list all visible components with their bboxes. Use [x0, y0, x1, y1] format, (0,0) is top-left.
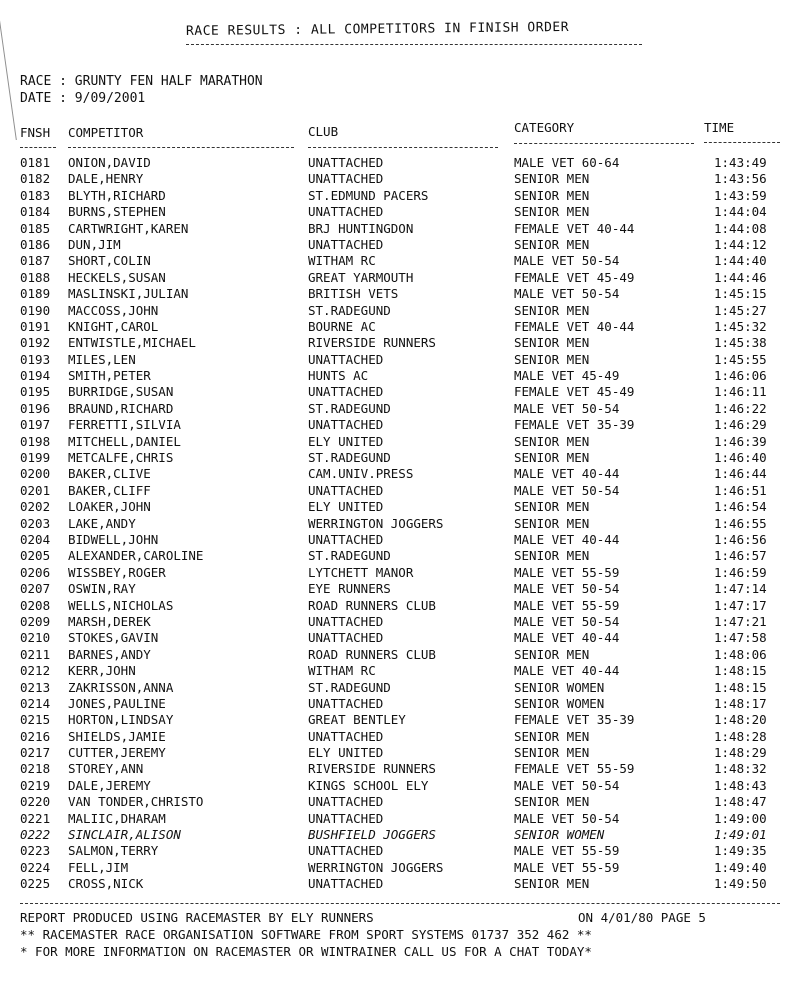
finish-position: 0212	[20, 663, 51, 679]
finish-position: 0209	[20, 613, 51, 629]
competitor-name: FERRETTI,SILVIA	[68, 417, 181, 433]
race-name: RACE : GRUNTY FEN HALF MARATHON	[20, 74, 263, 89]
finish-position: 0188	[20, 269, 51, 285]
finish-time: 1:48:15	[714, 679, 767, 695]
finish-time: 1:45:55	[714, 351, 767, 367]
competitor-name: BURNS,STEPHEN	[68, 204, 166, 220]
finish-time: 1:43:59	[714, 187, 767, 203]
club-name: UNATTACHED	[308, 155, 384, 170]
finish-position: 0191	[20, 318, 51, 334]
finish-position: 0196	[20, 400, 51, 416]
club-name: UNATTACHED	[308, 171, 384, 187]
table-row	[0, 794, 800, 810]
club-name: UNATTACHED	[308, 794, 384, 810]
club-name: UNATTACHED	[308, 482, 384, 498]
footer-report-line: REPORT PRODUCED USING RACEMASTER BY ELY RUNNERS	[20, 910, 374, 925]
table-row	[0, 516, 800, 532]
club-name: KINGS SCHOOL ELY	[308, 777, 429, 793]
finish-time: 1:44:04	[714, 204, 767, 220]
competitor-name: CARTWRIGHT,KAREN	[68, 220, 189, 236]
category: FEMALE VET 45-49	[514, 269, 635, 285]
category: MALE VET 40-44	[514, 531, 620, 547]
finish-time: 1:46:40	[714, 450, 767, 466]
finish-position: 0210	[20, 630, 51, 646]
table-row	[0, 384, 800, 400]
finish-position: 0198	[20, 433, 51, 449]
table-row	[0, 761, 800, 777]
competitor-name: HORTON,LINDSAY	[68, 712, 174, 728]
club-name: WITHAM RC	[308, 663, 376, 679]
finish-time: 1:45:15	[714, 286, 767, 302]
finish-position: 0183	[20, 187, 51, 203]
category: MALE VET 55-59	[514, 597, 620, 613]
competitor-name: SHORT,COLIN	[68, 253, 151, 269]
club-name: ST.RADEGUND	[308, 400, 391, 416]
finish-position: 0213	[20, 679, 51, 695]
finish-position: 0187	[20, 253, 51, 269]
finish-time: 1:49:00	[714, 810, 767, 826]
table-row	[0, 352, 800, 368]
category: SENIOR MEN	[514, 876, 590, 892]
table-row	[0, 368, 800, 384]
category: MALE VET 50-54	[514, 810, 620, 826]
col-header-club: CLUB	[308, 124, 339, 139]
header-rule-time	[704, 142, 780, 143]
category: FEMALE VET 35-39	[514, 417, 635, 433]
finish-position: 0206	[20, 564, 51, 580]
category: MALE VET 40-44	[514, 630, 620, 646]
results-table	[0, 155, 800, 893]
competitor-name: JONES,PAULINE	[68, 695, 166, 711]
finish-position: 0211	[20, 646, 51, 662]
club-name: UNATTACHED	[308, 351, 384, 367]
category: MALE VET 50-54	[514, 482, 620, 498]
competitor-name: SHIELDS,JAMIE	[68, 728, 166, 744]
category: SENIOR MEN	[514, 433, 590, 449]
table-row	[0, 581, 800, 597]
finish-position: 0214	[20, 695, 51, 711]
category: FEMALE VET 35-39	[514, 712, 635, 728]
finish-time: 1:46:29	[714, 417, 767, 433]
club-name: ST.RADEGUND	[308, 450, 391, 466]
club-name: RIVERSIDE RUNNERS	[308, 335, 436, 351]
category: SENIOR MEN	[514, 335, 590, 351]
finish-position: 0218	[20, 761, 51, 777]
category: SENIOR MEN	[514, 351, 590, 367]
competitor-name: FELL,JIM	[68, 859, 129, 875]
club-name: ELY UNITED	[308, 433, 384, 449]
category: SENIOR MEN	[514, 515, 590, 531]
finish-position: 0184	[20, 204, 51, 220]
competitor-name: ALEXANDER,CAROLINE	[68, 548, 204, 564]
competitor-name: METCALFE,CHRIS	[68, 450, 174, 466]
category: SENIOR MEN	[514, 450, 590, 466]
finish-time: 1:44:12	[714, 236, 767, 252]
table-row	[0, 466, 800, 482]
table-row	[0, 221, 800, 237]
finish-time: 1:49:35	[714, 843, 767, 859]
finish-time: 1:44:46	[714, 269, 767, 285]
competitor-name: HECKELS,SUSAN	[68, 269, 166, 285]
competitor-name: BURRIDGE,SUSAN	[68, 384, 174, 400]
finish-time: 1:47:17	[714, 597, 767, 613]
table-row	[0, 680, 800, 696]
table-row	[0, 843, 800, 859]
club-name: WITHAM RC	[308, 253, 376, 269]
competitor-name: SMITH,PETER	[68, 368, 151, 384]
category: SENIOR WOMEN	[514, 695, 605, 711]
club-name: CAM.UNIV.PRESS	[308, 466, 414, 482]
finish-position: 0189	[20, 286, 51, 302]
club-name: UNATTACHED	[308, 876, 384, 892]
col-header-fnsh: FNSH	[20, 125, 51, 140]
report-title: RACE RESULTS : ALL COMPETITORS IN FINISH ORDER	[185, 19, 570, 40]
club-name: GREAT BENTLEY	[308, 712, 406, 728]
club-name: BRJ HUNTINGDON	[308, 220, 414, 236]
competitor-name: SINCLAIR,ALISON	[68, 827, 181, 843]
finish-position: 0223	[20, 843, 51, 859]
competitor-name: MARSH,DEREK	[68, 613, 151, 629]
finish-position: 0186	[20, 236, 51, 252]
finish-time: 1:46:44	[714, 466, 767, 482]
table-row	[0, 155, 800, 171]
club-name: UNATTACHED	[308, 630, 384, 646]
table-row	[0, 483, 800, 499]
club-name: UNATTACHED	[308, 810, 384, 826]
category: SENIOR MEN	[514, 236, 590, 252]
club-name: BRITISH VETS	[308, 286, 399, 302]
finish-time: 1:48:20	[714, 712, 767, 728]
col-header-category: CATEGORY	[514, 120, 575, 135]
finish-position: 0208	[20, 597, 51, 613]
competitor-name: MITCHELL,DANIEL	[68, 433, 181, 449]
finish-time: 1:47:14	[714, 581, 767, 597]
category: SENIOR MEN	[514, 171, 590, 187]
club-name: ROAD RUNNERS CLUB	[308, 646, 436, 662]
finish-position: 0193	[20, 351, 51, 367]
category: MALE VET 50-54	[514, 777, 620, 793]
category: SENIOR MEN	[514, 794, 590, 810]
category: SENIOR WOMEN	[514, 827, 605, 843]
category: SENIOR WOMEN	[514, 679, 605, 695]
finish-position: 0224	[20, 859, 51, 875]
club-name: RIVERSIDE RUNNERS	[308, 761, 436, 777]
table-row	[0, 319, 800, 335]
competitor-name: DALE,HENRY	[68, 171, 144, 187]
category: SENIOR MEN	[514, 728, 590, 744]
competitor-name: OSWIN,RAY	[68, 581, 136, 597]
competitor-name: KERR,JOHN	[68, 663, 136, 679]
finish-time: 1:48:32	[714, 761, 767, 777]
club-name: ELY UNITED	[308, 745, 384, 761]
col-header-competitor: COMPETITOR	[68, 125, 144, 140]
table-row	[0, 860, 800, 876]
finish-position: 0201	[20, 482, 51, 498]
finish-time: 1:48:43	[714, 777, 767, 793]
club-name: UNATTACHED	[308, 531, 384, 547]
finish-position: 0207	[20, 581, 51, 597]
competitor-name: LOAKER,JOHN	[68, 499, 151, 515]
category: SENIOR MEN	[514, 302, 590, 318]
category: MALE VET 50-54	[514, 613, 620, 629]
table-row	[0, 712, 800, 728]
finish-position: 0185	[20, 220, 51, 236]
finish-time: 1:48:29	[714, 745, 767, 761]
table-row	[0, 548, 800, 564]
club-name: UNATTACHED	[308, 695, 384, 711]
club-name: UNATTACHED	[308, 236, 384, 252]
finish-time: 1:45:27	[714, 302, 767, 318]
club-name: ROAD RUNNERS CLUB	[308, 597, 436, 613]
category: MALE VET 60-64	[514, 155, 620, 170]
finish-position: 0222	[20, 827, 51, 843]
category: SENIOR MEN	[514, 646, 590, 662]
category: SENIOR MEN	[514, 204, 590, 220]
category: MALE VET 55-59	[514, 859, 620, 875]
club-name: BOURNE AC	[308, 318, 376, 334]
finish-time: 1:46:59	[714, 564, 767, 580]
footer-page-info: ON 4/01/80 PAGE 5	[578, 910, 706, 925]
finish-time: 1:48:28	[714, 728, 767, 744]
finish-position: 0190	[20, 302, 51, 318]
club-name: ST.RADEGUND	[308, 302, 391, 318]
header-rule-category	[514, 143, 694, 144]
table-row	[0, 647, 800, 663]
competitor-name: MILES,LEN	[68, 351, 136, 367]
table-row	[0, 270, 800, 286]
category: SENIOR MEN	[514, 187, 590, 203]
club-name: WERRINGTON JOGGERS	[308, 515, 444, 531]
table-row	[0, 745, 800, 761]
finish-time: 1:44:08	[714, 220, 767, 236]
table-row	[0, 778, 800, 794]
category: MALE VET 50-54	[514, 253, 620, 269]
table-row	[0, 253, 800, 269]
competitor-name: BARNES,ANDY	[68, 646, 151, 662]
category: FEMALE VET 55-59	[514, 761, 635, 777]
category: MALE VET 40-44	[514, 663, 620, 679]
finish-position: 0216	[20, 728, 51, 744]
competitor-name: ENTWISTLE,MICHAEL	[68, 335, 196, 351]
finish-position: 0217	[20, 745, 51, 761]
finish-time: 1:48:06	[714, 646, 767, 662]
finish-position: 0182	[20, 171, 51, 187]
club-name: ST.EDMUND PACERS	[308, 187, 429, 203]
club-name: UNATTACHED	[308, 843, 384, 859]
category: SENIOR MEN	[514, 499, 590, 515]
finish-time: 1:47:58	[714, 630, 767, 646]
club-name: GREAT YARMOUTH	[308, 269, 414, 285]
header-rule-competitor	[68, 147, 294, 148]
club-name: ELY UNITED	[308, 499, 384, 515]
competitor-name: STOREY,ANN	[68, 761, 144, 777]
category: MALE VET 55-59	[514, 564, 620, 580]
club-name: ST.RADEGUND	[308, 679, 391, 695]
club-name: WERRINGTON JOGGERS	[308, 859, 444, 875]
finish-time: 1:46:56	[714, 531, 767, 547]
finish-position: 0197	[20, 417, 51, 433]
table-row	[0, 811, 800, 827]
table-row	[0, 876, 800, 892]
category: SENIOR MEN	[514, 745, 590, 761]
competitor-name: MACCOSS,JOHN	[68, 302, 159, 318]
table-row	[0, 532, 800, 548]
finish-time: 1:45:32	[714, 318, 767, 334]
finish-time: 1:45:38	[714, 335, 767, 351]
competitor-name: ONION,DAVID	[68, 155, 151, 170]
table-row	[0, 663, 800, 679]
finish-time: 1:49:50	[714, 876, 767, 892]
header-rule-club	[308, 147, 498, 148]
club-name: UNATTACHED	[308, 204, 384, 220]
footer-info-line: * FOR MORE INFORMATION ON RACEMASTER OR WINTRAINER CALL US FOR A CHAT TODAY*	[20, 944, 592, 959]
category: SENIOR MEN	[514, 548, 590, 564]
finish-time: 1:46:22	[714, 400, 767, 416]
competitor-name: KNIGHT,CAROL	[68, 318, 159, 334]
finish-time: 1:46:54	[714, 499, 767, 515]
finish-time: 1:49:01	[714, 827, 767, 843]
table-row	[0, 827, 800, 843]
club-name: BUSHFIELD JOGGERS	[308, 827, 436, 843]
finish-position: 0219	[20, 777, 51, 793]
table-row	[0, 188, 800, 204]
club-name: UNATTACHED	[308, 613, 384, 629]
race-date: DATE : 9/09/2001	[20, 91, 146, 106]
club-name: UNATTACHED	[308, 384, 384, 400]
table-row	[0, 696, 800, 712]
finish-position: 0194	[20, 368, 51, 384]
table-row	[0, 401, 800, 417]
finish-time: 1:43:56	[714, 171, 767, 187]
finish-time: 1:46:55	[714, 515, 767, 531]
competitor-name: DUN,JIM	[68, 236, 121, 252]
competitor-name: SALMON,TERRY	[68, 843, 159, 859]
table-row	[0, 204, 800, 220]
competitor-name: MALIIC,DHARAM	[68, 810, 166, 826]
finish-time: 1:48:15	[714, 663, 767, 679]
competitor-name: BAKER,CLIVE	[68, 466, 151, 482]
footer-software-line: ** RACEMASTER RACE ORGANISATION SOFTWARE FROM SPORT SYSTEMS 01737 352 462 **	[20, 927, 592, 942]
finish-time: 1:48:17	[714, 695, 767, 711]
competitor-name: VAN TONDER,CHRISTO	[68, 794, 204, 810]
competitor-name: MASLINSKI,JULIAN	[68, 286, 189, 302]
club-name: LYTCHETT MANOR	[308, 564, 414, 580]
finish-time: 1:48:47	[714, 794, 767, 810]
table-row	[0, 303, 800, 319]
finish-time: 1:46:06	[714, 368, 767, 384]
table-row	[0, 499, 800, 515]
finish-position: 0203	[20, 515, 51, 531]
table-row	[0, 335, 800, 351]
table-row	[0, 286, 800, 302]
finish-time: 1:46:11	[714, 384, 767, 400]
competitor-name: LAKE,ANDY	[68, 515, 136, 531]
finish-time: 1:47:21	[714, 613, 767, 629]
competitor-name: CUTTER,JEREMY	[68, 745, 166, 761]
table-row	[0, 729, 800, 745]
finish-position: 0205	[20, 548, 51, 564]
category: MALE VET 55-59	[514, 843, 620, 859]
table-row	[0, 450, 800, 466]
finish-position: 0181	[20, 155, 51, 170]
title-underline	[186, 44, 642, 45]
table-row	[0, 171, 800, 187]
scan-edge-mark	[0, 0, 47, 140]
finish-time: 1:46:57	[714, 548, 767, 564]
competitor-name: ZAKRISSON,ANNA	[68, 679, 174, 695]
header-rule-fnsh	[20, 147, 56, 148]
category: MALE VET 45-49	[514, 368, 620, 384]
finish-time: 1:43:49	[714, 155, 767, 170]
table-row	[0, 565, 800, 581]
category: MALE VET 40-44	[514, 466, 620, 482]
finish-position: 0192	[20, 335, 51, 351]
finish-position: 0204	[20, 531, 51, 547]
finish-position: 0200	[20, 466, 51, 482]
finish-position: 0220	[20, 794, 51, 810]
table-row	[0, 417, 800, 433]
finish-position: 0202	[20, 499, 51, 515]
club-name: UNATTACHED	[308, 417, 384, 433]
competitor-name: CROSS,NICK	[68, 876, 144, 892]
finish-time: 1:46:51	[714, 482, 767, 498]
competitor-name: BAKER,CLIFF	[68, 482, 151, 498]
footer-rule	[20, 903, 780, 904]
table-row	[0, 630, 800, 646]
finish-time: 1:49:40	[714, 859, 767, 875]
competitor-name: BLYTH,RICHARD	[68, 187, 166, 203]
competitor-name: DALE,JEREMY	[68, 777, 151, 793]
finish-position: 0221	[20, 810, 51, 826]
competitor-name: BIDWELL,JOHN	[68, 531, 159, 547]
club-name: ST.RADEGUND	[308, 548, 391, 564]
finish-position: 0225	[20, 876, 51, 892]
finish-time: 1:46:39	[714, 433, 767, 449]
club-name: HUNTS AC	[308, 368, 369, 384]
category: MALE VET 50-54	[514, 400, 620, 416]
table-row	[0, 614, 800, 630]
finish-position: 0199	[20, 450, 51, 466]
category: MALE VET 50-54	[514, 581, 620, 597]
table-row	[0, 237, 800, 253]
col-header-time: TIME	[704, 120, 735, 135]
competitor-name: WELLS,NICHOLAS	[68, 597, 174, 613]
club-name: EYE RUNNERS	[308, 581, 391, 597]
competitor-name: WISSBEY,ROGER	[68, 564, 166, 580]
competitor-name: STOKES,GAVIN	[68, 630, 159, 646]
finish-position: 0195	[20, 384, 51, 400]
category: MALE VET 50-54	[514, 286, 620, 302]
competitor-name: BRAUND,RICHARD	[68, 400, 174, 416]
category: FEMALE VET 40-44	[514, 220, 635, 236]
category: FEMALE VET 40-44	[514, 318, 635, 334]
table-row	[0, 434, 800, 450]
finish-time: 1:44:40	[714, 253, 767, 269]
category: FEMALE VET 45-49	[514, 384, 635, 400]
table-row	[0, 598, 800, 614]
club-name: UNATTACHED	[308, 728, 384, 744]
finish-position: 0215	[20, 712, 51, 728]
